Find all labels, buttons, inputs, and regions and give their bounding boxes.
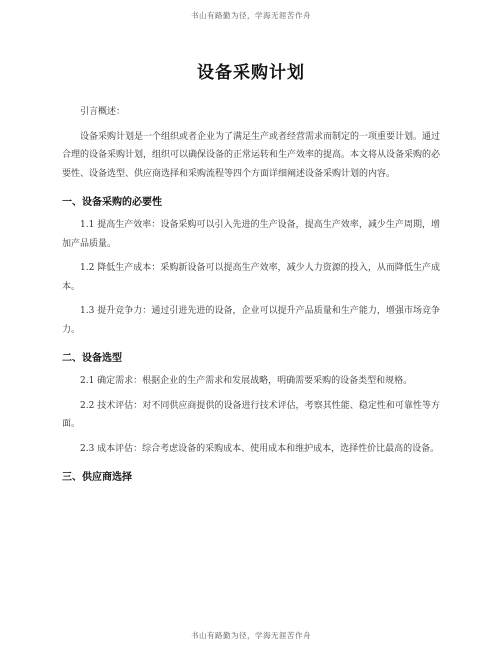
document-title: 设备采购计划 [197,63,305,83]
section-2-paragraph-3: 2.3 成本评估：综合考虑设备的采购成本、使用成本和维护成本，选择性价比最高的设备。 [80,443,440,454]
page-header: 书山有路勤为径，学海无涯苦作舟 [191,11,311,20]
section-heading-1: 一、设备采购的必要性 [62,197,162,208]
section-heading-2: 二、设备选型 [62,353,122,364]
section-1-paragraph-3: 1.3 提升竞争力：通过引进先进的设备，企业可以提升产品质量和生产能力，增强市场竞争力。 [62,306,440,335]
page-footer: 书山有路勤为径，学海无涯苦作舟 [191,631,311,640]
section-1-paragraph-2: 1.2 降低生产成本：采购新设备可以提高生产效率，减少人力资源的投入，从而降低生产成本。 [62,263,440,292]
section-1-paragraph-1: 1.1 提高生产效率：设备采购可以引入先进的生产设备，提高生产效率，减少生产周期，增加产品质量。 [62,220,440,249]
intro-paragraph: 设备采购计划是一个组织或者企业为了满足生产或者经营需求而制定的一项重要计划。通过合理的设备采购计划，组织可以确保设备的正常运转和生产效率的提高。本文将从设备采购的必要性、设备选型、供应商选择和采购流程等四个方面详细阐述设备采购计划的内容。 [62,131,441,179]
section-2-paragraph-1: 2.1 确定需求：根据企业的生产需求和发展战略，明确需要采购的设备类型和规格。 [80,376,413,386]
intro-label: 引言概述： [80,107,126,117]
document-body [62,58,440,491]
section-heading-3: 三、供应商选择 [62,472,132,483]
section-2-paragraph-2: 2.2 技术评估：对不同供应商提供的设备进行技术评估，考察其性能、稳定性和可靠性等方面。 [62,400,440,429]
